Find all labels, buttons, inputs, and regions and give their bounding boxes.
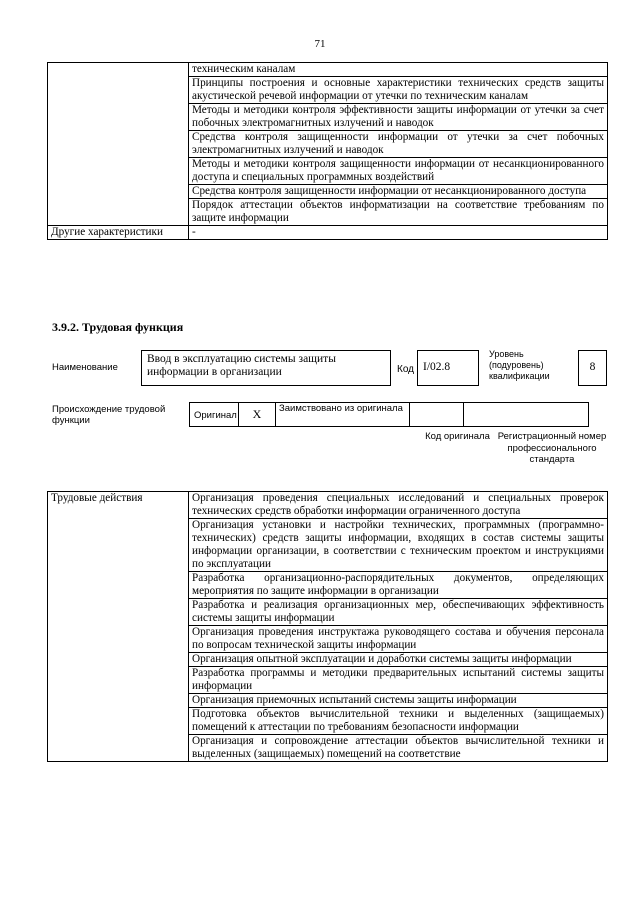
origin-label: Происхождение трудовой функции	[52, 404, 166, 426]
table-row: Организация проведения специальных исследований и специальных проверок технических средств обработки информации ограниченного доступа	[189, 492, 608, 519]
table-row: Организация приемочных испытаний системы защиты информации	[189, 694, 608, 708]
table-row: техническим каналам	[189, 63, 608, 77]
table-row: Средства контроля защищенности информации от утечки за счет побочных электромагнитных излучений и наводок	[189, 131, 608, 158]
knowledge-table	[47, 62, 608, 240]
labor-actions-table	[47, 491, 608, 762]
table-row: Подготовка объектов вычислительной техники и выделенных (защищаемых) помещений к аттестации по требованиям безопасности информации	[189, 708, 608, 735]
origin-row	[190, 402, 589, 427]
table-left-cell	[48, 63, 189, 226]
section-title: 3.9.2. Трудовая функция	[52, 320, 184, 334]
code-caption: Код оригинала	[425, 431, 490, 442]
table-row: Организация проведения инструктажа руководящего состава и обучения персонала по вопросам технической защиты информации	[189, 626, 608, 653]
level-label: Уровень (подуровень) квалификации	[489, 349, 550, 381]
function-name: Ввод в эксплуатацию системы защиты информации в организации	[141, 350, 391, 386]
table-row: Средства контроля защищенности информации от несанкционированного доступа	[189, 185, 608, 199]
table-row: Методы и методики контроля защищенности информации от несанкционированного доступа и специальных программных воздействий	[189, 158, 608, 185]
original-label: Оригинал	[189, 402, 239, 427]
other-characteristics-label: Другие характеристики	[48, 226, 189, 240]
table-row: Порядок аттестации объектов информатизации на соответствие требованиям по защите информации	[189, 199, 608, 226]
borrowed-label: Заимствовано из оригинала	[275, 402, 410, 427]
other-characteristics-value: -	[189, 226, 608, 240]
table-row: Принципы построения и основные характеристики технических средств защиты акустической речевой информации от утечки по техническим каналам	[189, 77, 608, 104]
table-row: Организация опытной эксплуатации и доработки системы защиты информации	[189, 653, 608, 667]
table-row: Разработка организационно-распорядительных документов, определяющих мероприятия по защите информации в организации	[189, 572, 608, 599]
code-label: Код	[397, 364, 415, 375]
original-mark: X	[238, 402, 276, 427]
table-row: Методы и методики контроля эффективности защиты информации от утечки за счет побочных электромагнитных излучений и наводок	[189, 104, 608, 131]
table-row: Разработка программы и методики предварительных испытаний системы защиты информации	[189, 667, 608, 694]
registration-caption: Регистрационный номер профессионального стандарта	[497, 431, 607, 465]
qualification-level: 8	[578, 350, 607, 386]
table-row: Организация и сопровождение аттестации объектов вычислительной техники и выделенных (защищаемых) помещений на соответствие	[189, 735, 608, 762]
table-row: Организация установки и настройки технических, программных (программно-технических) средств защиты информации, входящих в состав системы защиты информации организации, в соответствии с техническим проектом и инструкциями по эксплуатации	[189, 519, 608, 572]
labor-actions-label: Трудовые действия	[48, 492, 189, 762]
name-label: Наименование	[52, 362, 118, 373]
table-row: Разработка и реализация организационных мер, обеспечивающих эффективность системы защиты информации	[189, 599, 608, 626]
page-number: 71	[314, 38, 326, 50]
registration-number-cell	[463, 402, 589, 427]
original-code-cell	[409, 402, 464, 427]
function-code: I/02.8	[417, 350, 479, 386]
